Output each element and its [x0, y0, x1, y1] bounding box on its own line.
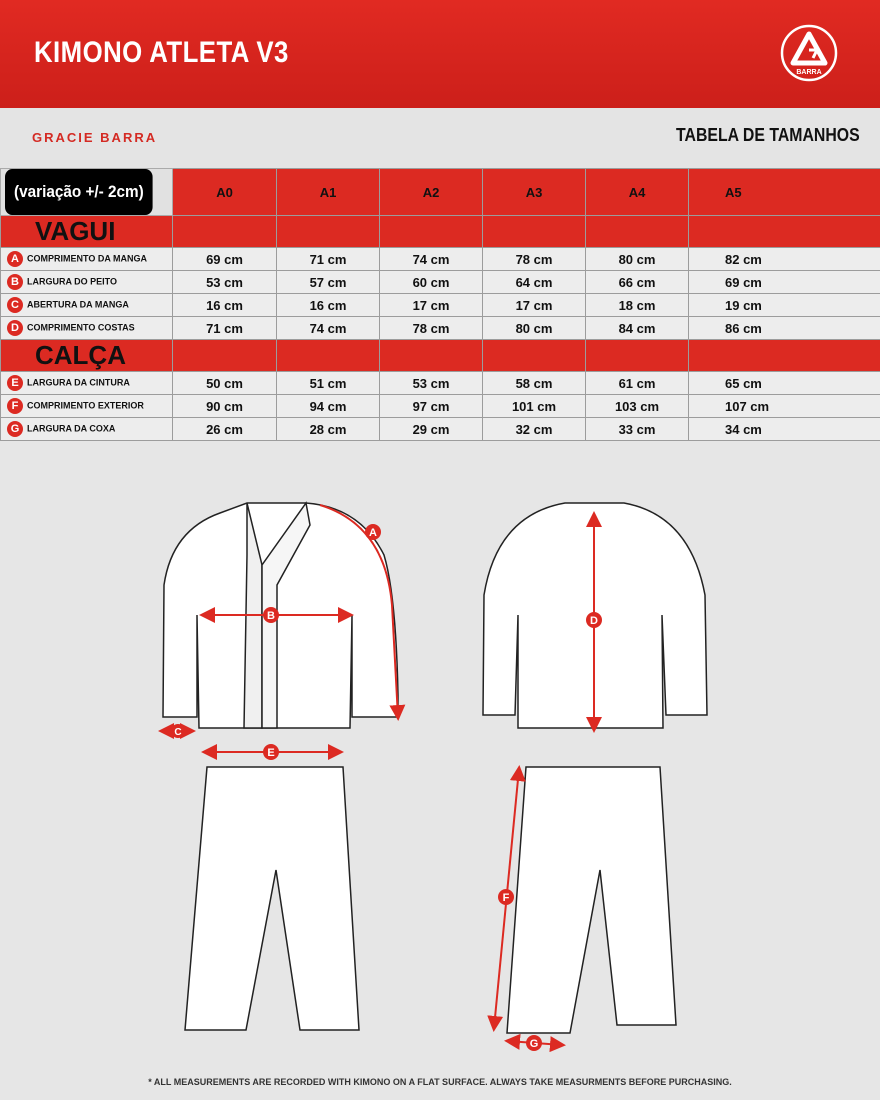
- size-header-row: [1, 169, 880, 216]
- table-row: [1, 372, 880, 395]
- table-cell: 28 cm: [277, 418, 380, 441]
- table-cell: 26 cm: [173, 418, 277, 441]
- table-cell: 71 cm: [173, 317, 277, 340]
- logo-text: BARRA: [796, 69, 822, 76]
- size-header-cell: A4: [586, 169, 689, 216]
- table-cell: 84 cm: [586, 317, 689, 340]
- row-label: COMPRIMENTO COSTAS: [27, 322, 135, 333]
- table-cell: 78 cm: [483, 248, 586, 271]
- table-cell: 19 cm: [689, 294, 880, 317]
- measure-marker-c: [171, 724, 185, 738]
- table-cell: 107 cm: [689, 395, 880, 418]
- table-cell: 82 cm: [689, 248, 880, 271]
- table-cell: 58 cm: [483, 372, 586, 395]
- measure-marker-b: [263, 607, 279, 623]
- measure-marker-e: [263, 744, 279, 760]
- measure-marker-a: [365, 524, 381, 540]
- section-title: CALÇA: [1, 340, 173, 372]
- svg-text:G: G: [529, 1038, 539, 1050]
- table-cell: 57 cm: [277, 271, 380, 294]
- table-cell: 61 cm: [586, 372, 689, 395]
- table-cell: 101 cm: [483, 395, 586, 418]
- table-cell: 80 cm: [586, 248, 689, 271]
- table-cell: 66 cm: [586, 271, 689, 294]
- table-cell: 33 cm: [586, 418, 689, 441]
- measure-marker-g: [526, 1035, 542, 1051]
- table-cell: 90 cm: [173, 395, 277, 418]
- table-cell: 78 cm: [380, 317, 483, 340]
- table-cell: 16 cm: [173, 294, 277, 317]
- row-label: COMPRIMENTO EXTERIOR: [27, 400, 144, 411]
- table-cell: 53 cm: [380, 372, 483, 395]
- measure-marker-d: [586, 612, 602, 628]
- table-row: [1, 395, 880, 418]
- table-row: [1, 271, 880, 294]
- row-label: LARGURA DA COXA: [27, 423, 116, 434]
- table-cell: 74 cm: [380, 248, 483, 271]
- measure-badge: E: [7, 375, 23, 391]
- table-row: [1, 317, 880, 340]
- table-cell: 103 cm: [586, 395, 689, 418]
- row-label: LARGURA DO PEITO: [27, 276, 118, 287]
- size-header-cell: A1: [277, 169, 380, 216]
- measure-badge: D: [7, 320, 23, 336]
- size-header-cell: A3: [483, 169, 586, 216]
- table-cell: 97 cm: [380, 395, 483, 418]
- table-cell: 74 cm: [277, 317, 380, 340]
- table-cell: 64 cm: [483, 271, 586, 294]
- measure-marker-f: [498, 889, 514, 905]
- table-cell: 60 cm: [380, 271, 483, 294]
- svg-text:E: E: [267, 747, 275, 759]
- measure-badge: C: [7, 297, 23, 313]
- gracie-barra-logo-icon: [779, 23, 839, 83]
- measure-badge: F: [7, 398, 23, 414]
- row-label: ABERTURA DA MANGA: [27, 299, 129, 310]
- row-label: COMPRIMENTO DA MANGA: [27, 253, 147, 264]
- measure-badge: A: [7, 251, 23, 267]
- page-title: KIMONO ATLETA V3: [34, 36, 289, 69]
- variation-note: (variação +/- 2cm): [5, 169, 153, 215]
- svg-text:D: D: [590, 615, 598, 627]
- header-banner: [0, 0, 880, 108]
- pants-front-outline: [185, 767, 359, 1030]
- svg-text:F: F: [502, 892, 510, 904]
- table-cell: 71 cm: [277, 248, 380, 271]
- section-title: VAGUI: [1, 216, 173, 248]
- table-cell: 86 cm: [689, 317, 880, 340]
- size-table: [0, 168, 880, 441]
- svg-text:C: C: [174, 727, 182, 738]
- table-cell: 32 cm: [483, 418, 586, 441]
- section-header-row: [1, 340, 880, 372]
- pants-back-outline: [507, 767, 676, 1033]
- table-cell: 17 cm: [483, 294, 586, 317]
- table-cell: 69 cm: [689, 271, 880, 294]
- table-row: [1, 418, 880, 441]
- measure-badge: G: [7, 421, 23, 437]
- size-table-title: TABELA DE TAMANHOS: [676, 125, 860, 145]
- size-header-cell: A0: [173, 169, 277, 216]
- table-cell: 65 cm: [689, 372, 880, 395]
- garment-diagram: [0, 485, 880, 1075]
- measure-badge: B: [7, 274, 23, 290]
- table-row: [1, 294, 880, 317]
- table-cell: 50 cm: [173, 372, 277, 395]
- svg-text:A: A: [369, 527, 377, 539]
- size-header-cell: A2: [380, 169, 483, 216]
- measurement-footnote: * ALL MEASUREMENTS ARE RECORDED WITH KIMONO ON A FLAT SURFACE. ALWAYS TAKE MEASURMENTS BEFORE PURCHASING.: [148, 1077, 732, 1087]
- table-cell: 16 cm: [277, 294, 380, 317]
- table-row: [1, 248, 880, 271]
- table-cell: 18 cm: [586, 294, 689, 317]
- size-header-cell: A5: [689, 169, 880, 216]
- table-cell: 69 cm: [173, 248, 277, 271]
- table-cell: 80 cm: [483, 317, 586, 340]
- table-cell: 17 cm: [380, 294, 483, 317]
- brand-wordmark: GRACIE BARRA: [32, 130, 158, 145]
- section-header-row: [1, 216, 880, 248]
- table-cell: 53 cm: [173, 271, 277, 294]
- svg-text:B: B: [267, 610, 275, 622]
- table-cell: 34 cm: [689, 418, 880, 441]
- table-cell: 94 cm: [277, 395, 380, 418]
- table-cell: 29 cm: [380, 418, 483, 441]
- row-label: LARGURA DA CINTURA: [27, 377, 130, 388]
- table-cell: 51 cm: [277, 372, 380, 395]
